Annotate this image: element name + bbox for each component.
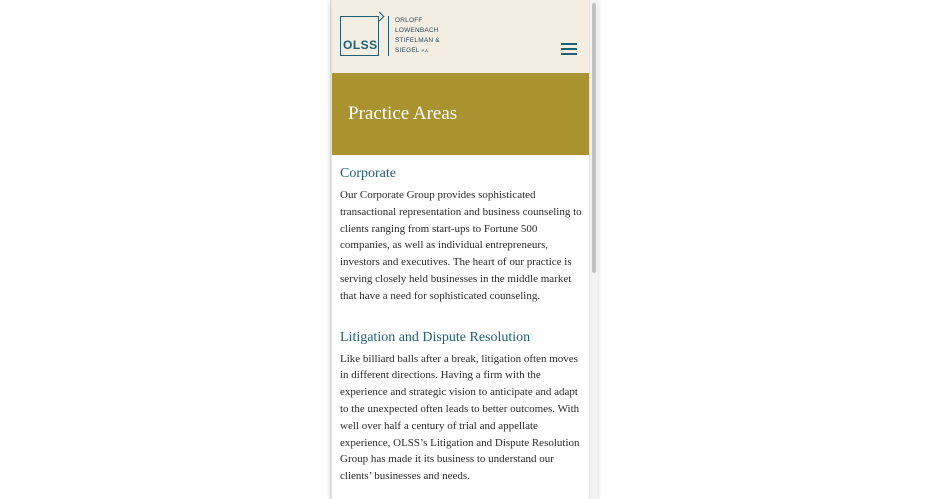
section-body: Our Corporate Group provides sophisticated transactional representation and business counseling to clients ranging from start-ups to Fortune 500 companies, as well as individual entrepreneurs, investors and executives. The heart of our practice is serving closely held businesses in the middle market that have a need for sophisticated counseling. — [340, 189, 582, 302]
section-heading: Corporate — [340, 166, 396, 181]
page-title-banner — [332, 73, 589, 155]
practice-area-corporate — [340, 166, 584, 305]
practice-area-litigation — [340, 330, 584, 485]
logo-divider — [388, 16, 389, 56]
firm-suffix: P.A. — [421, 48, 430, 53]
main-content — [340, 166, 584, 485]
logo-abbrev: OLSS — [343, 38, 378, 52]
firm-name — [395, 16, 440, 56]
logo-mark[interactable] — [340, 16, 379, 56]
scrollbar-thumb[interactable] — [592, 3, 596, 273]
vertical-scrollbar[interactable] — [589, 0, 598, 499]
section-heading: Litigation and Dispute Resolution — [340, 329, 531, 345]
mobile-viewport — [330, 0, 598, 499]
hamburger-menu-icon[interactable] — [561, 43, 577, 55]
firm-name-line-4 — [395, 46, 440, 56]
site-header — [332, 0, 589, 73]
firm-name-line-2: LOWENBACH — [395, 27, 439, 34]
page-title: Practice Areas — [348, 103, 458, 124]
section-body: Like billiard balls after a break, litigation often moves in different directions. Having a firm with the experience and strategic vision to anticipate and adapt to the unexpected often leads to better outcomes. With well over half a century of trial and appellate experience, OLSS’s Litigation and Dispute Resolution Group has made it its business to understand our clients’ businesses and needs. — [340, 352, 580, 483]
firm-name-line-4-text: SIEGEL — [395, 47, 420, 54]
firm-name-line-1: ORLOFF — [395, 17, 423, 24]
firm-name-line-3: STIFELMAN & — [395, 37, 440, 44]
